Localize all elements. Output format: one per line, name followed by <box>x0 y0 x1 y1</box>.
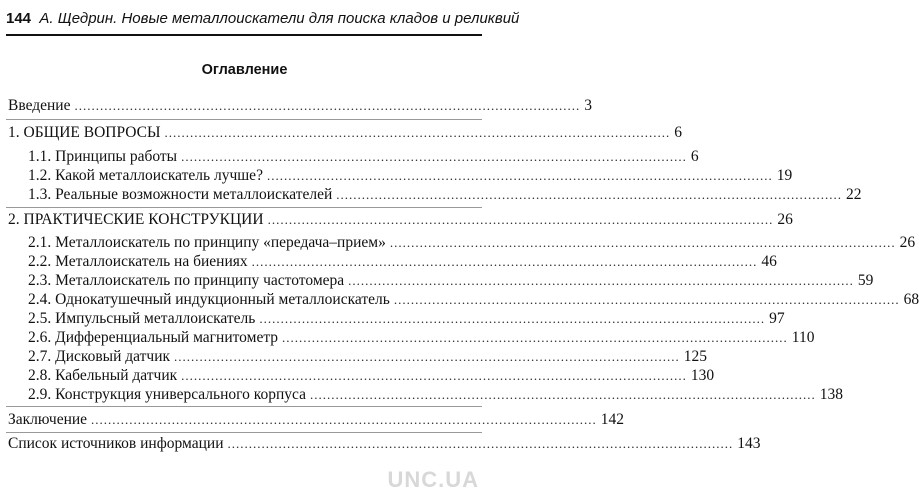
toc-entry-page: 3 <box>584 97 592 114</box>
toc-entry-label: 2.9. Конструкция универсального корпуса <box>28 386 306 403</box>
watermark: UNC.UA <box>387 467 479 492</box>
leader-dots: ....................................................................................................................... <box>309 387 816 402</box>
toc-entry-page: 143 <box>737 435 761 452</box>
toc-entry-page: 125 <box>683 348 708 365</box>
toc-entry-2-9[interactable] <box>28 385 843 405</box>
toc-entry-label: Заключение <box>8 411 88 428</box>
toc-entry-2-4[interactable] <box>28 290 919 310</box>
leader-dots: ....................................................................................................................... <box>74 98 581 113</box>
toc-entry-page: 68 <box>903 291 919 308</box>
toc-entry-label: 2.4. Однокатушечный индукционный металлоискатель <box>28 291 390 308</box>
leader-dots: ....................................................................................................................... <box>174 349 680 364</box>
toc-entry-page: 130 <box>690 367 715 384</box>
toc-entry-1-3[interactable] <box>28 185 862 205</box>
leader-dots: ....................................................................................................................... <box>164 125 671 140</box>
divider <box>6 207 482 208</box>
toc-entry-2-1[interactable] <box>28 233 916 253</box>
toc-entry-label: 2.1. Металлоискатель по принципу «передача–прием» <box>28 234 386 251</box>
toc-entry-label: 1.3. Реальные возможности металлоискателей <box>28 186 333 203</box>
toc-entry-label: 2.2. Металлоискатель на биениях <box>28 253 248 270</box>
toc-entry-1-1[interactable] <box>28 147 699 167</box>
page-title: Оглавление <box>201 62 288 78</box>
leader-dots: ....................................................................................................................... <box>389 235 896 250</box>
toc-entry-1-2[interactable] <box>28 166 793 186</box>
divider <box>6 119 482 120</box>
toc-entry-page: 59 <box>857 272 874 289</box>
toc-entry-chapter-2[interactable] <box>8 210 793 230</box>
toc-entry-label: 2.8. Кабельный датчик <box>28 367 178 384</box>
leader-dots: ....................................................................................................................... <box>259 311 766 326</box>
toc-entry-page: 19 <box>776 167 793 184</box>
toc-entry-page: 6 <box>674 124 683 141</box>
leader-dots: ....................................................................................................................... <box>181 368 687 383</box>
running-title: А. Щедрин. Новые металлоискатели для поиска кладов и реликвий <box>39 10 520 27</box>
toc-entry-page: 26 <box>899 234 916 251</box>
toc-entry-sources[interactable] <box>8 434 761 454</box>
leader-dots: ....................................................................................................................... <box>91 412 597 427</box>
toc-entry-2-8[interactable] <box>28 366 715 386</box>
toc-entry-conclusion[interactable] <box>8 410 625 430</box>
toc-entry-label: 1.1. Принципы работы <box>28 148 178 165</box>
toc-entry-label: 1. ОБЩИЕ ВОПРОСЫ <box>8 124 161 141</box>
toc-entry-page: 6 <box>690 148 699 165</box>
toc-entry-page: 110 <box>791 329 815 346</box>
toc-entry-2-5[interactable] <box>28 309 785 329</box>
toc-entry-chapter-1[interactable] <box>8 123 683 143</box>
toc-entry-2-6[interactable] <box>28 328 815 348</box>
page-number: 144 <box>6 10 32 27</box>
toc-entry-2-3[interactable] <box>28 271 874 291</box>
toc-entry-page: 97 <box>769 310 785 327</box>
toc-entry-page: 46 <box>761 253 777 270</box>
toc-entry-page: 138 <box>819 386 843 403</box>
toc-entry-2-7[interactable] <box>28 347 708 367</box>
divider <box>6 406 482 407</box>
toc-entry-label: 2.5. Импульсный металлоискатель <box>28 310 256 327</box>
divider <box>6 432 482 433</box>
leader-dots: ....................................................................................................................... <box>227 436 734 451</box>
toc-entry-label: 1.2. Какой металлоискатель лучше? <box>28 167 263 184</box>
toc-entry-2-2[interactable] <box>28 252 777 272</box>
toc-entry-intro[interactable] <box>8 96 592 116</box>
toc-entry-label: 2. ПРАКТИЧЕСКИЕ КОНСТРУКЦИИ <box>8 211 264 228</box>
leader-dots: ....................................................................................................................... <box>266 168 773 183</box>
leader-dots: ....................................................................................................................... <box>336 187 843 202</box>
toc-entry-page: 26 <box>777 211 793 228</box>
leader-dots: ....................................................................................................................... <box>251 254 758 269</box>
toc-entry-label: Список источников информации <box>8 435 224 452</box>
leader-dots: ....................................................................................................................... <box>282 330 788 345</box>
toc-entry-label: Введение <box>8 97 71 114</box>
toc-entry-page: 22 <box>846 186 862 203</box>
toc-entry-label: 2.6. Дифференциальный магнитометр <box>28 329 279 346</box>
toc-entry-label: 2.7. Дисковый датчик <box>28 348 171 365</box>
leader-dots: ....................................................................................................................... <box>181 149 687 164</box>
leader-dots: ....................................................................................................................... <box>348 273 854 288</box>
toc-entry-label: 2.3. Металлоискатель по принципу частотомера <box>28 272 345 289</box>
leader-dots: ....................................................................................................................... <box>393 292 900 307</box>
leader-dots: ....................................................................................................................... <box>267 212 774 227</box>
toc-entry-page: 142 <box>600 411 625 428</box>
